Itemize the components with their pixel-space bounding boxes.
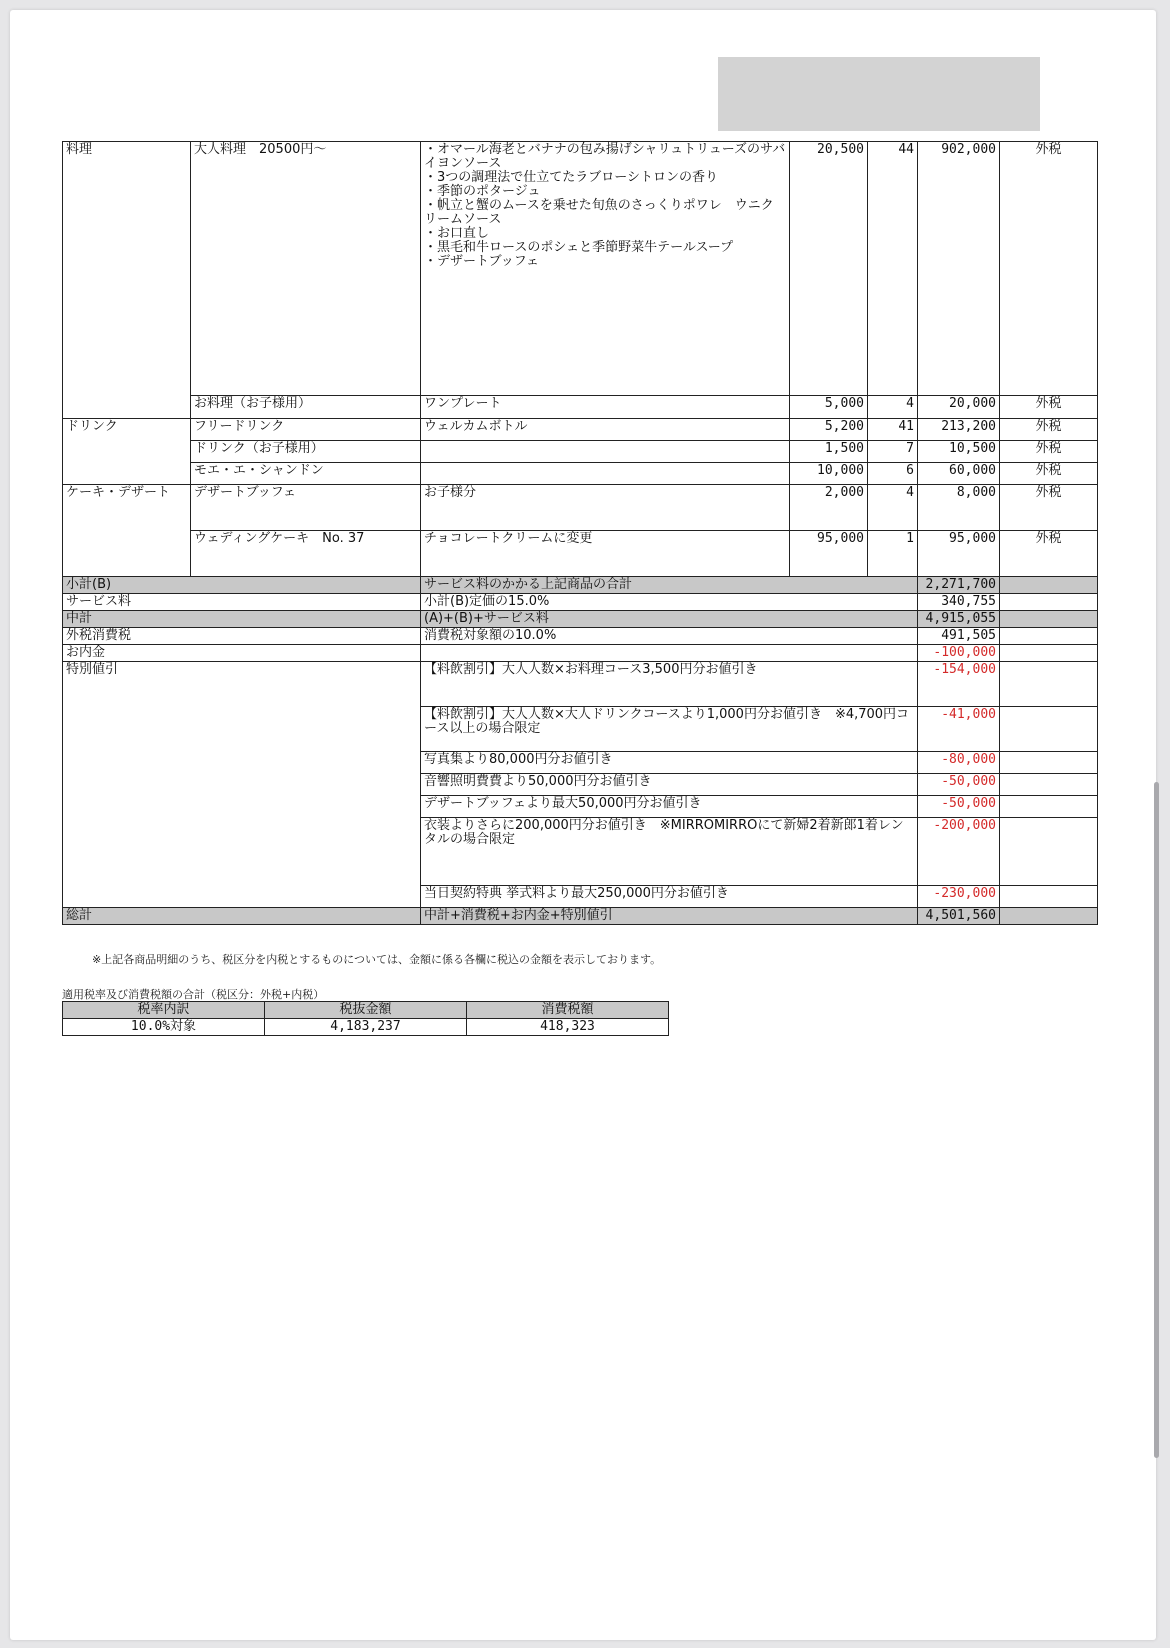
discount-row [63, 662, 1098, 707]
summary-amount: 491,505 [918, 628, 1000, 645]
summary-label: 小計(B) [63, 577, 421, 594]
quantity: 6 [868, 463, 918, 485]
table-header-row [63, 1002, 669, 1019]
subtotal-row [63, 577, 1098, 594]
discount-amount: -50,000 [918, 796, 1000, 818]
summary-amount: 4,915,055 [918, 611, 1000, 628]
table-row [63, 1019, 669, 1036]
tax-rate-cell: 10.0%対象 [63, 1019, 265, 1036]
tax-type: 外税 [1000, 485, 1098, 531]
amount: 213,200 [918, 419, 1000, 441]
category-cell: ケーキ・デザート [63, 485, 191, 577]
category-cell: 料理 [63, 142, 191, 419]
tax-row [63, 628, 1098, 645]
service-fee-row [63, 594, 1098, 611]
grand-total-row [63, 908, 1098, 925]
tax-type: 外税 [1000, 419, 1098, 441]
column-header: 税率内訳 [63, 1002, 265, 1019]
summary-amount: 2,271,700 [918, 577, 1000, 594]
table-row [63, 531, 1098, 577]
item-name: お料理（お子様用） [191, 396, 421, 419]
tax-type: 外税 [1000, 441, 1098, 463]
summary-description: 消費税対象額の10.0% [421, 628, 918, 645]
discount-amount: -41,000 [918, 707, 1000, 752]
table-row [63, 419, 1098, 441]
table-row [63, 485, 1098, 531]
summary-label: 中計 [63, 611, 421, 628]
item-name: 大人料理 20500円〜 [191, 142, 421, 396]
discount-amount: -154,000 [918, 662, 1000, 707]
summary-label: 外税消費税 [63, 628, 421, 645]
discount-amount: -230,000 [918, 886, 1000, 908]
midtotal-row [63, 611, 1098, 628]
discount-description: 【料飲割引】大人人数×大人ドリンクコースより1,000円分お値引き ※4,700円コース以上の場合限定 [421, 707, 918, 752]
tax-type: 外税 [1000, 463, 1098, 485]
table-row [63, 142, 1098, 396]
category-cell: ドリンク [63, 419, 191, 485]
scrollbar-thumb[interactable] [1154, 782, 1159, 1458]
summary-description: 小計(B)定価の15.0% [421, 594, 918, 611]
summary-description: サービス料のかかる上記商品の合計 [421, 577, 918, 594]
special-discount-label: 特別値引 [63, 662, 421, 908]
summary-description [421, 645, 918, 662]
amount: 902,000 [918, 142, 1000, 396]
summary-description: 中計+消費税+お内金+特別値引 [421, 908, 918, 925]
pre-tax-amount-cell: 4,183,237 [265, 1019, 467, 1036]
amount: 60,000 [918, 463, 1000, 485]
tax-amount-cell: 418,323 [467, 1019, 669, 1036]
table-row [63, 463, 1098, 485]
amount: 8,000 [918, 485, 1000, 531]
deposit-row [63, 645, 1098, 662]
discount-amount: -200,000 [918, 818, 1000, 886]
unit-price: 5,000 [790, 396, 868, 419]
discount-description: 衣装よりさらに200,000円分お値引き ※MIRROMIRROにて新婦2着新郎1着レンタルの場合限定 [421, 818, 918, 886]
summary-label: お内金 [63, 645, 421, 662]
summary-amount: -100,000 [918, 645, 1000, 662]
amount: 10,500 [918, 441, 1000, 463]
unit-price: 10,000 [790, 463, 868, 485]
quantity: 4 [868, 485, 918, 531]
discount-amount: -80,000 [918, 752, 1000, 774]
tax-type: 外税 [1000, 142, 1098, 396]
tax-summary-title: 適用税率及び消費税額の合計（税区分：外税+内税） [62, 988, 325, 1001]
unit-price: 2,000 [790, 485, 868, 531]
unit-price: 1,500 [790, 441, 868, 463]
item-description: ワンプレート [421, 396, 790, 419]
item-description [421, 463, 790, 485]
grand-total-amount: 4,501,560 [918, 908, 1000, 925]
discount-description: デザートブッフェより最大50,000円分お値引き [421, 796, 918, 818]
summary-description: (A)+(B)+サービス料 [421, 611, 918, 628]
summary-label: サービス料 [63, 594, 421, 611]
unit-price: 20,500 [790, 142, 868, 396]
item-description: ・オマール海老とバナナの包み揚げシャリュトリューズのサバイヨンソース ・3つの調理法で仕立てたラブローシトロンの香り ・季節のポタージュ ・帆立と蟹のムースを乗せた旬魚のさっくりポワレ ウニクリームソース ・お口直し ・黒毛和牛ロースのポシェと季節野菜牛テールスープ ・デザートブッフェ [421, 142, 790, 396]
quantity: 41 [868, 419, 918, 441]
table-row [63, 441, 1098, 463]
quantity: 4 [868, 396, 918, 419]
discount-description: 音響照明費費より50,000円分お値引き [421, 774, 918, 796]
tax-type: 外税 [1000, 396, 1098, 419]
tax-summary-table [62, 1001, 669, 1036]
item-name: フリードリンク [191, 419, 421, 441]
discount-description: 写真集より80,000円分お値引き [421, 752, 918, 774]
quantity: 1 [868, 531, 918, 577]
item-name: ドリンク（お子様用） [191, 441, 421, 463]
summary-amount: 340,755 [918, 594, 1000, 611]
amount: 95,000 [918, 531, 1000, 577]
item-name: ウェディングケーキ No. 37 [191, 531, 421, 577]
quantity: 44 [868, 142, 918, 396]
quantity: 7 [868, 441, 918, 463]
estimate-table [62, 141, 1098, 925]
item-description: ウェルカムボトル [421, 419, 790, 441]
redacted-area [718, 57, 1040, 131]
discount-description: 【料飲割引】大人人数×お料理コース3,500円分お値引き [421, 662, 918, 707]
item-description: お子様分 [421, 485, 790, 531]
item-name: デザートブッフェ [191, 485, 421, 531]
amount: 20,000 [918, 396, 1000, 419]
discount-amount: -50,000 [918, 774, 1000, 796]
discount-description: 当日契約特典 挙式料より最大250,000円分お値引き [421, 886, 918, 908]
table-row [63, 396, 1098, 419]
column-header: 消費税額 [467, 1002, 669, 1019]
item-name: モエ・エ・シャンドン [191, 463, 421, 485]
column-header: 税抜金額 [265, 1002, 467, 1019]
tax-type: 外税 [1000, 531, 1098, 577]
unit-price: 5,200 [790, 419, 868, 441]
item-description: チョコレートクリームに変更 [421, 531, 790, 577]
item-description [421, 441, 790, 463]
unit-price: 95,000 [790, 531, 868, 577]
tax-note: ※上記各商品明細のうち、税区分を内税とするものについては、金額に係る各欄に税込の金額を表示しております。 [92, 953, 662, 966]
summary-label: 総計 [63, 908, 421, 925]
